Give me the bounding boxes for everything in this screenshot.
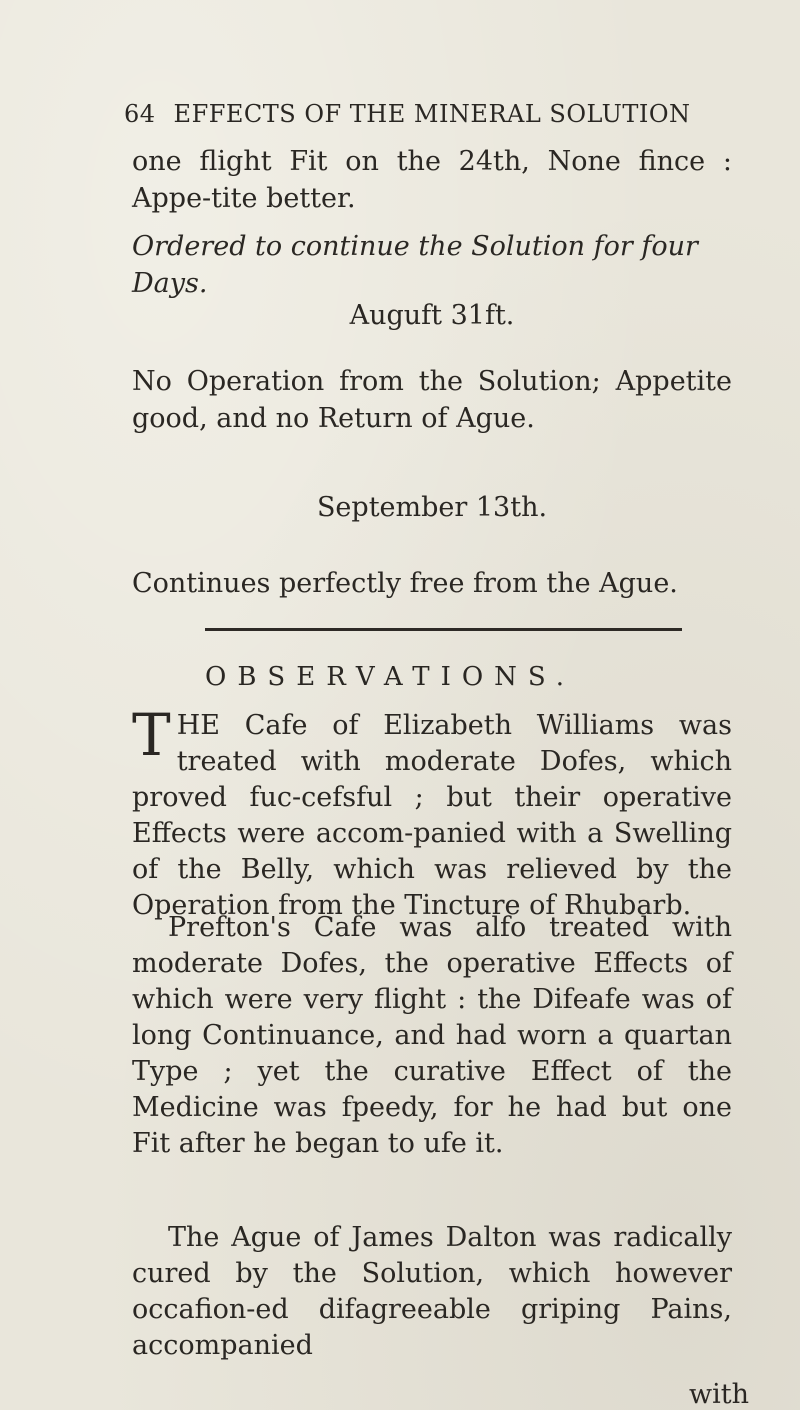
paragraph-continues: Continues perfectly free from the Ague. bbox=[132, 568, 678, 599]
paragraph-fit-note: one flight Fit on the 24th, None fince : Appe-tite better. bbox=[132, 146, 732, 214]
paragraph-dalton-case: The Ague of James Dalton was radically cured by the Solution, which however occafion-ed difagreeable griping Pains, accompanied bbox=[132, 1222, 732, 1361]
page-number: 64 bbox=[124, 100, 156, 128]
section-divider bbox=[205, 628, 682, 631]
williams-case-text: HE Cafe of Elizabeth Williams was treated with moderate Dofes, which proved fuc-cefsful ; but their operative Effects were accom-panied with a Swelling of the Belly, which was relieved by the Operation from the Tincture of Rhubarb. bbox=[132, 710, 732, 921]
observations-heading: OBSERVATIONS. bbox=[205, 662, 576, 692]
paragraph-no-operation: No Operation from the Solution; Appetite good, and no Return of Ague. bbox=[132, 366, 732, 434]
date-september: September 13th. bbox=[316, 492, 548, 523]
paragraph-order: Ordered to continue the Solution for four Days. bbox=[132, 231, 698, 299]
running-header bbox=[124, 100, 694, 128]
running-title: EFFECTS OF THE MINERAL SOLUTION bbox=[173, 100, 691, 128]
paragraph-preston-case: Prefton's Cafe was alfo treated with moderate Dofes, the operative Effects of which were very flight : the Difeafe was of long Continuance, and had worn a quartan Type ; yet the curative Effect of the Medicine was fpeedy, for he had but one Fit after he began to ufe it. bbox=[132, 912, 732, 1159]
drop-cap: T bbox=[132, 701, 171, 769]
date-august: Auguft 31ft. bbox=[349, 300, 515, 331]
paragraph-williams-case bbox=[132, 701, 732, 924]
catchword: with bbox=[689, 1379, 749, 1410]
